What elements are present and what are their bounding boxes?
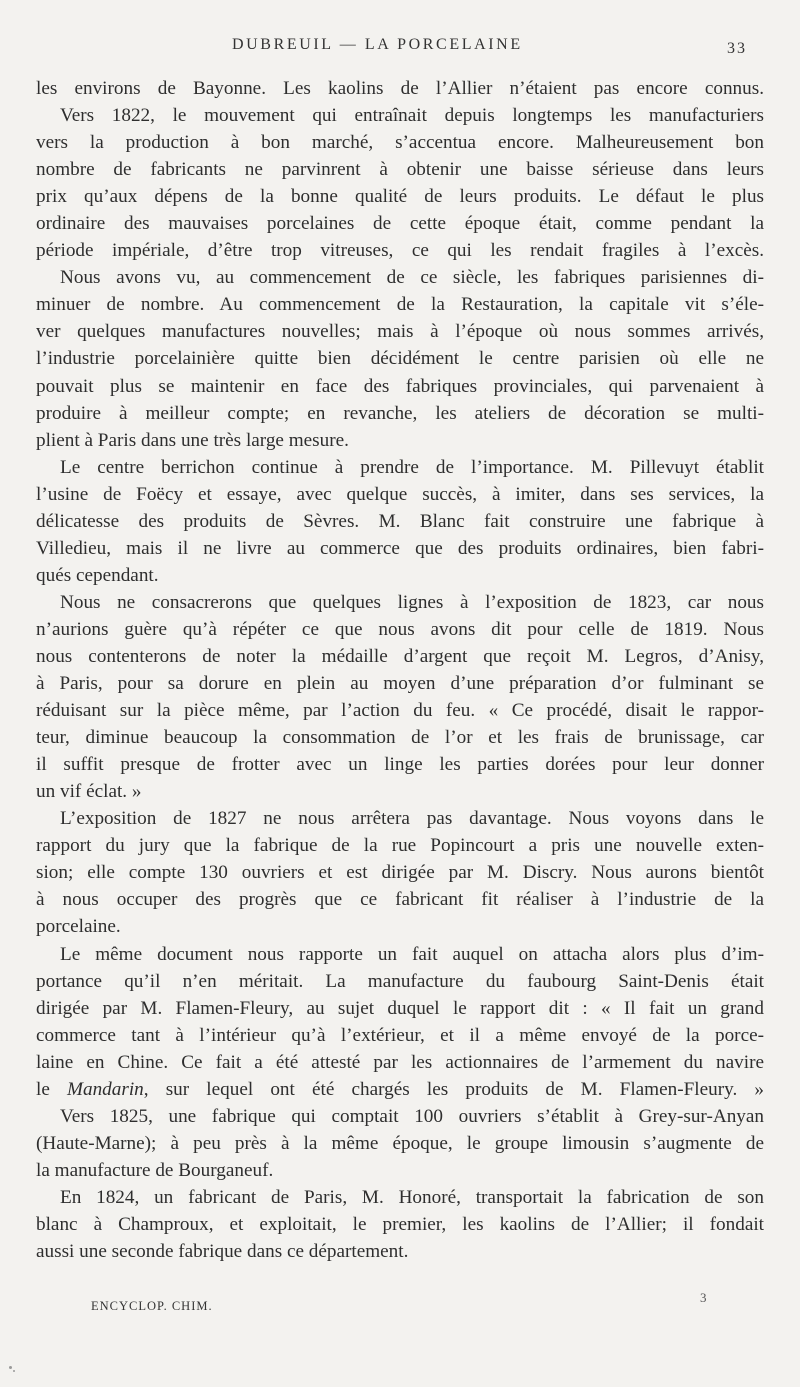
text-line: porcelaine. [36, 916, 121, 938]
text-line: Le centre berrichon continue à prendre de l’importance. M. Pillevuyt établit [60, 456, 764, 478]
text-line: commerce tant à l’intérieur qu’à l’extérieur, et il a même envoyé de la porce- [36, 1024, 764, 1046]
text-line: l’industrie porcelainière quitte bien décidément le centre parisien où elle ne [36, 348, 764, 370]
paper-speck [13, 1370, 15, 1372]
text-line: blanc à Champroux, et exploitait, le premier, les kaolins de l’Allier; il fondait [36, 1213, 764, 1235]
text-line: En 1824, un fabricant de Paris, M. Honoré, transportait la fabrication de son [60, 1186, 764, 1208]
running-title: DUBREUIL — LA PORCELAINE [232, 36, 523, 53]
footer-signature: ENCYCLOP. CHIM. [91, 1299, 213, 1313]
text-line: Vers 1825, une fabrique qui comptait 100 ouvriers s’établit à Grey-sur-Anyan [60, 1105, 764, 1127]
text-line: minuer de nombre. Au commencement de la Restauration, la capitale vit s’éle- [36, 294, 764, 316]
text-line: Vers 1822, le mouvement qui entraînait depuis longtemps les manufacturiers [60, 105, 764, 127]
text-line: il suffit presque de frotter avec un linge les parties dorées pour leur donner [36, 754, 764, 776]
text-line: vers la production à bon marché, s’accentua encore. Malheureusement bon [36, 132, 764, 154]
text-line: Villedieu, mais il ne livre au commerce que des produits ordinaires, bien fabri- [36, 537, 764, 559]
text-line: teur, diminue beaucoup la consommation de l’or et les frais de brunissage, car [36, 727, 764, 749]
text-line: les environs de Bayonne. Les kaolins de l’Allier n’étaient pas encore connus. [36, 78, 764, 99]
text-line: période impériale, d’être trop vitreuses, ce qui les rendait fragiles à l’excès. [36, 240, 764, 262]
text-line: aussi une seconde fabrique dans ce département. [36, 1241, 409, 1263]
text-line: (Haute-Marne); à peu près à la même époque, le groupe limousin s’augmente de [36, 1132, 764, 1154]
text-line: Nous ne consacrerons que quelques lignes à l’exposition de 1823, car nous [60, 591, 764, 613]
text-line: produire à meilleur compte; en revanche, les ateliers de décoration se multi- [36, 402, 764, 424]
text-line: l’usine de Foëcy et essaye, avec quelque succès, à imiter, dans ses services, la [36, 483, 764, 505]
footer-sheet-number: 3 [700, 1290, 707, 1305]
text-line: dirigée par M. Flamen-Fleury, au sujet duquel le rapport dit : « Il fait un grand [36, 997, 764, 1019]
text-line: qués cependant. [36, 564, 159, 586]
text-line: Le même document nous rapporte un fait auquel on attacha alors plus d’im- [60, 943, 764, 965]
text-line: n’aurions guère qu’à répéter ce que nous avons dit pour celle de 1819. Nous [36, 618, 764, 640]
paper-speck [9, 1366, 12, 1369]
text-line: plient à Paris dans une très large mesure. [36, 429, 349, 451]
text-line: réduisant sur la pièce même, par l’action du feu. « Ce procédé, disait le rappor- [36, 700, 764, 722]
text-line: laine en Chine. Ce fait a été attesté par les actionnaires de l’armement du navire [36, 1051, 764, 1073]
text-line: Nous avons vu, au commencement de ce siècle, les fabriques parisiennes di- [60, 267, 764, 289]
text-line: délicatesse des produits de Sèvres. M. Blanc fait construire une fabrique à [36, 510, 764, 532]
page-number: 33 [727, 40, 747, 57]
text-line: à nous occuper des progrès que ce fabricant fit réaliser à l’industrie de la [36, 889, 764, 911]
text-line: un vif éclat. » [36, 781, 142, 803]
text-line: à Paris, pour sa dorure en plein au moyen d’une préparation d’or fulminant se [36, 673, 764, 695]
text-line: rapport du jury que la fabrique de la rue Popincourt a pris une nouvelle exten- [36, 835, 764, 857]
running-head [0, 36, 800, 60]
text-line: prix qu’aux dépens de la bonne qualité de leurs produits. Le défaut le plus [36, 186, 764, 208]
text-line: le Mandarin, sur lequel ont été chargés les produits de M. Flamen-Fleury. » [36, 1078, 764, 1100]
text-line: nombre de fabricants ne parvinrent à obtenir une baisse sérieuse dans leurs [36, 159, 764, 181]
body-text [36, 75, 764, 1265]
text-line: la manufacture de Bourganeuf. [36, 1159, 274, 1181]
text-line: portance qu’il n’en méritait. La manufacture du faubourg Saint-Denis était [36, 970, 764, 992]
text-line: sion; elle compte 130 ouvriers et est dirigée par M. Discry. Nous aurons bientôt [36, 862, 764, 884]
text-line: ordinaire des mauvaises porcelaines de cette époque était, comme pendant la [36, 213, 764, 235]
text-line: L’exposition de 1827 ne nous arrêtera pas davantage. Nous voyons dans le [60, 808, 764, 830]
text-line: pouvait plus se maintenir en face des fabriques provinciales, qui parvenaient à [36, 375, 764, 397]
text-line: ver quelques manufactures nouvelles; mais à l’époque où nous sommes arrivés, [36, 321, 764, 343]
text-line: nous contenterons de noter la médaille d’argent que reçoit M. Legros, d’Anisy, [36, 645, 764, 667]
